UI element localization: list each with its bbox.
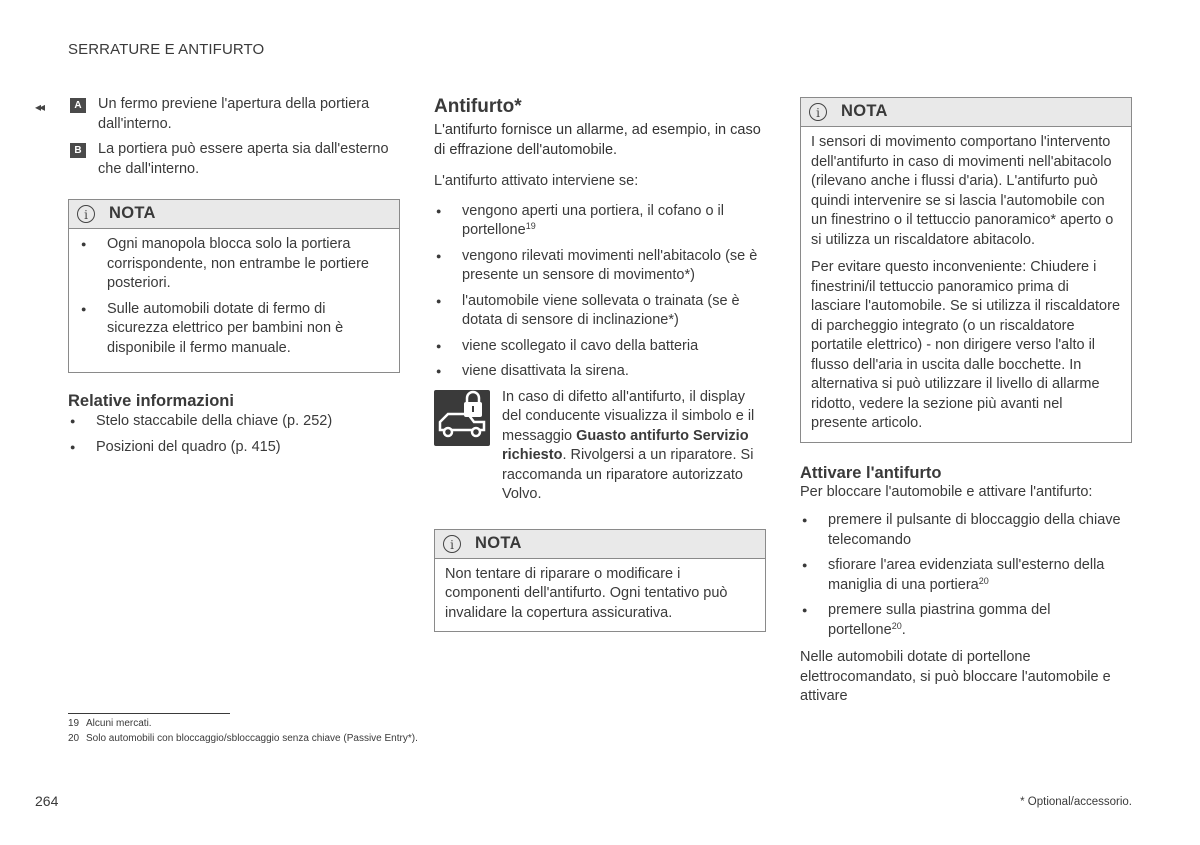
- warning-text-start: [502, 388, 766, 505]
- footnote-text: Alcuni mercati.: [86, 718, 152, 729]
- continuation-text: Nelle automobili dotate di portellone elettrocomandato, si può bloccare l'automobile e attivare: [800, 649, 1111, 704]
- page-header-title: SERRATURE E ANTIFURTO: [68, 41, 265, 58]
- note-box: [800, 97, 1132, 443]
- column-3: [800, 95, 1132, 717]
- list-item: ● vengono rilevati movimenti nell'abitacolo (se è presente un sensore di movimento*): [434, 247, 766, 286]
- alarm-car-lock-icon: [434, 390, 490, 446]
- info-icon: i: [77, 205, 95, 223]
- optional-accessory-note: * Optional/accessorio.: [1020, 796, 1132, 808]
- note-body: [69, 229, 399, 372]
- list-item: [68, 140, 400, 179]
- section-title: Antifurto*: [434, 96, 522, 117]
- footnote-ref[interactable]: 20: [978, 575, 989, 586]
- footnote-divider: [68, 713, 230, 714]
- footnote-number: 20: [68, 733, 80, 744]
- subsection-title: Attivare l'antifurto: [800, 463, 942, 482]
- back-arrows-icon[interactable]: ◂◂: [35, 100, 44, 114]
- related-link[interactable]: ● Posizioni del quadro (p. 415): [68, 438, 400, 458]
- page-number: 264: [35, 793, 59, 809]
- activate-section: [800, 463, 1132, 707]
- warning-message: Guasto antifurto Servizio richiesto: [502, 427, 749, 463]
- bullet-tail: .: [901, 621, 906, 638]
- note-header: [69, 200, 399, 229]
- note-bullet: ● Ogni manopola blocca solo la portiera corrispondente, non entrambe le portiere posteriori.: [79, 235, 389, 294]
- note-box: [68, 199, 400, 373]
- note-header: [435, 530, 765, 559]
- related-link[interactable]: ● Stelo staccabile della chiave (p. 252): [68, 412, 400, 432]
- note-paragraph: Per evitare questo inconveniente: Chiudere i finestrini/il tettuccio panoramico prima di lasciare l'automobile. Se si utilizza il riscaldatore di parcheggio integrato (o un riscaldatore portatile elettrico) - non dirigere verso l'alto il flusso dell'aria in uscita dalle bocchette. In alternativa si può utilizzare il livello di allarme ridotto, vedere la sezione più avanti nel presente articolo.: [811, 259, 1121, 431]
- note-header: [801, 98, 1131, 127]
- note-title: NOTA: [109, 204, 156, 223]
- list-item: [434, 202, 766, 241]
- list-item: [68, 95, 400, 134]
- warning-text: In caso di difetto all'antifurto, il display del conducente visualizza il simbolo e il messaggio: [502, 388, 755, 444]
- note-title: NOTA: [475, 533, 522, 552]
- column-2: [434, 95, 766, 632]
- section-intro: L'antifurto attivato interviene se:: [434, 173, 639, 189]
- subsection-intro: Per bloccare l'automobile e attivare l'antifurto:: [800, 483, 1093, 500]
- related-info-title: Relative informazioni: [68, 392, 234, 410]
- footnote-ref[interactable]: 20: [891, 620, 902, 631]
- footnote: [68, 732, 418, 745]
- footnote-number: 19: [68, 718, 80, 729]
- warning-text: . Rivolgersi a un riparatore. Si raccomanda un riparatore autorizzato Volvo.: [502, 447, 754, 502]
- list-item: ● viene disattivata la sirena.: [434, 362, 766, 382]
- warning-block: [434, 388, 766, 505]
- column-1: [68, 95, 400, 463]
- bullet-text: vengono aperti una portiera, il cofano o il portellone: [462, 202, 724, 238]
- bullet-text: premere sulla piastrina gomma del portellone: [828, 602, 1051, 638]
- related-info: [68, 391, 400, 457]
- section-lead: L'antifurto fornisce un allarme, ad esempio, in caso di effrazione dell'automobile.: [434, 122, 761, 158]
- note-text: Non tentare di riparare o modificare i componenti dell'antifurto. Ogni tentativo può invalidare la copertura assicurativa.: [445, 565, 728, 621]
- footnote: [68, 717, 152, 730]
- bullet-text: sfiorare l'area evidenziata sull'esterno della maniglia di una portiera: [828, 557, 1105, 593]
- info-icon: i: [443, 535, 461, 553]
- info-icon: i: [809, 103, 827, 121]
- list-item: ● l'automobile viene sollevata o trainata (se è dotata di sensore di inclinazione*): [434, 292, 766, 331]
- footnote-ref[interactable]: 19: [525, 221, 536, 231]
- list-item: [800, 556, 1132, 595]
- note-paragraph: I sensori di movimento comportano l'intervento dell'antifurto in caso di movimenti nell'abitacolo (rilevano anche i flussi d'aria). L'antifurto può quindi intervenire se si lascia l'automobile con un finestrino o il tettuccio panoramico* aperto o si utilizza un riscaldatore abitacolo.: [811, 134, 1114, 248]
- note-body: [801, 127, 1131, 442]
- label-a-badge: A: [70, 98, 86, 113]
- footnote-text: Solo automobili con bloccaggio/sbloccaggio senza chiave (Passive Entry*).: [86, 733, 418, 744]
- list-item: [800, 601, 1132, 640]
- item-a-text: Un fermo previene l'apertura della portiera dall'interno.: [98, 96, 370, 132]
- note-box: [434, 529, 766, 633]
- note-bullet: ● Sulle automobili dotate di fermo di sicurezza elettrico per bambini non è disponibile il fermo manuale.: [79, 300, 389, 359]
- note-title: NOTA: [841, 102, 888, 121]
- list-item: ● viene scollegato il cavo della batteria: [434, 337, 766, 357]
- list-item: ● premere il pulsante di bloccaggio della chiave telecomando: [800, 511, 1132, 550]
- item-b-text: La portiera può essere aperta sia dall'esterno che dall'interno.: [98, 141, 389, 177]
- label-b-badge: B: [70, 143, 86, 158]
- note-body: [435, 559, 765, 632]
